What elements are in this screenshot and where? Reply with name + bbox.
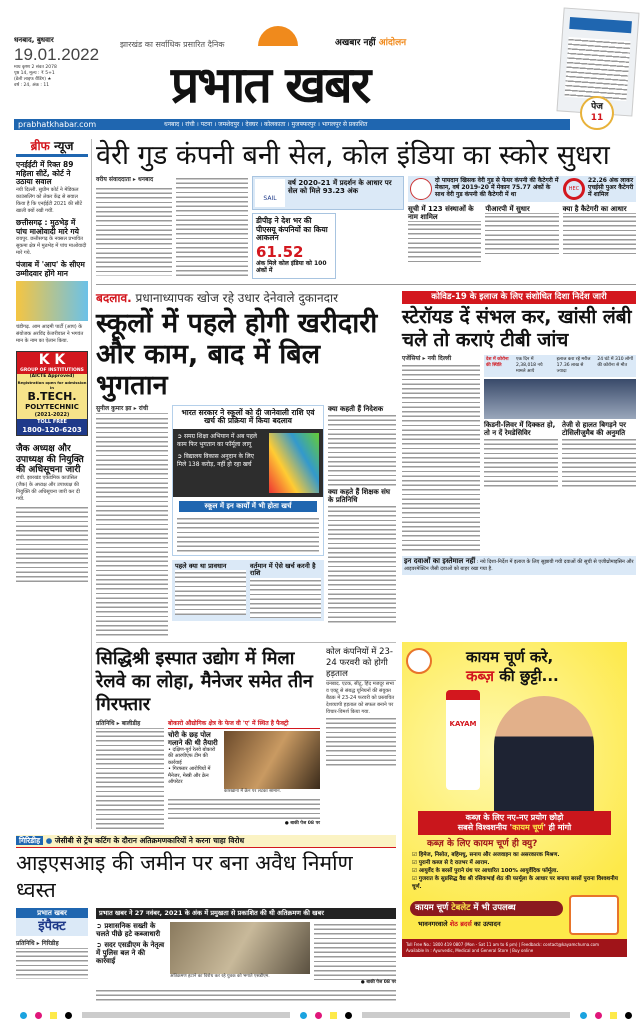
pencils-photo: ➲ समग्र शिक्षा अभियान में अब पहले काम फिर भुगतान का फॉर्मूला लागू ➲ विद्यालय विकास अनुदान के लिए मिले 138 करोड़, नहीं हो रहा खर्च <box>173 429 323 497</box>
ad-banner <box>418 811 611 835</box>
sail-box <box>252 176 404 210</box>
subhead: क्या कहती हैं निदेशक <box>328 404 384 413</box>
note-text: नये दिशा-निर्देश में इलाज के लिए सुझायी गयी दवाओं की सूची से एजीथ्रोमाइसिन और आइवरमेक्टिन जैसी दवाओं को बाहर रखा गया है. <box>404 558 634 572</box>
lead-body-col2 <box>176 176 248 276</box>
lead-story <box>96 139 636 285</box>
sun-logo-icon <box>258 26 298 46</box>
edition-bar <box>14 119 570 130</box>
edition-line: पृष्ठ 14, मूल्य : ₹ 5+1 <box>14 71 55 76</box>
sail-score-text: वर्ष 2020-21 में प्रदर्शन के आधार पर सेल को मिले 93.23 अंक <box>288 179 392 196</box>
ad-point: आयुर्वेद के बरसों पुराने ग्रंथ पर आधारित 100% आयुर्वेदिक फॉर्मूला. <box>418 867 559 874</box>
covid-band: कोविड-19 के इलाज के लिए संशोधित दिशा निर्देश जारी <box>402 291 636 304</box>
ad-footer <box>402 939 627 957</box>
subhead: पीआरपी में सुधार <box>485 205 558 214</box>
ad-group: GROUP OF INSTITUTIONS <box>17 368 87 374</box>
black-mark-icon <box>345 1012 352 1019</box>
subhead: पहले क्या था प्रावधान <box>175 561 227 570</box>
byline-place: गिरिडीह <box>41 939 59 947</box>
maker-text: का उत्पादन <box>471 919 501 928</box>
edition-cities: धनबाद । रांची । पटना । जमशेदपुर । देवघर । कोलकाता । मुजफ्फरपुर । भागलपुर से प्रकाशित <box>164 121 368 128</box>
page-badge-label: पेज <box>591 102 603 112</box>
byline: सुनील कुमार झा <box>96 404 132 412</box>
tablet-pack-icon <box>569 895 619 935</box>
brief-headline: पंजाब में 'आप' के सीएम उम्मीदवार होंगे मान <box>16 260 85 278</box>
brief-body: चंडीगढ़. आम आदमी पार्टी (आप) के संयोजक अरविंद केजरीवाल ने भगवंत मान के नाम का ऐलान किया. <box>16 324 84 345</box>
dpe-box <box>252 213 336 279</box>
score-caption: अंक मिले कोल इंडिया को 100 अंकों में <box>256 259 327 274</box>
covid-sub1 <box>484 421 558 487</box>
giridih-story: गिरिडीह ● जेसीबी से ट्रेंच कटिंग के दौरान अतिक्रमणकारियों ने करना चाहा विरोध आइएसआइ की जमीन पर बना अवैध निर्माण ध्वस्त प्रभात खबर इंपैक्ट प्रतिनिधि ▸ गिरिडीह प्रभात खबर ने 27 नवंबर, 2021 के अंक में प्रमुखता से प्रकाशित की थी अतिक्रमण की खबर ➲ प्रशासनिक सख्ती के चलते पीछे हटे कब्जाधारी ➲ सदर एसडीएम के नेतृत्व में पुलिस बल ने की कार्रवाई अतिक्रमण हटाने का विरोध कर रहे युवक को भगाते एसडीएम. ● बाकी पेज 08 पर <box>16 835 396 1002</box>
giridih-body-col <box>96 988 396 1002</box>
giridih-headline: आइएसआइ की जमीन पर बना अवैध निर्माण ध्वस्त <box>16 850 353 902</box>
gray-bar <box>82 1012 290 1018</box>
stats-label: देश में कोरोना की स्थिति <box>486 356 509 368</box>
tablet-banner <box>410 901 563 916</box>
tagline-accent: आंदोलन <box>378 38 407 48</box>
ad-point: हिमेज, निसोत, बहिमधु, सनाय और अजवाइन का असरकारक मिश्रण. <box>418 851 560 858</box>
continued-note: ● बाकी पेज 08 पर <box>360 979 396 985</box>
website-link[interactable]: prabhatkhabar.com <box>18 120 97 129</box>
stat-item: इलाज करा रहे मरीज 17.36 लाख से ज्यादा <box>556 356 591 374</box>
ad-phone: 1800-120-6203 <box>17 426 87 435</box>
infobox-bullet: समग्र शिक्षा अभियान में अब पहले काम फिर भुगतान का फॉर्मूला लागू <box>177 432 257 448</box>
demolition-photo <box>170 922 310 974</box>
ad-availability: Available In : Ayurvedic, Medical and General Store | Buy online <box>406 947 534 953</box>
mecon-logo-icon <box>410 178 432 200</box>
coal-india-score: 61.52 <box>256 242 304 261</box>
brief-title-b: न्यूज <box>49 139 74 153</box>
bullet: सदर एसडीएम के नेतृत्व में पुलिस बल ने की कार्रवाई <box>96 940 165 965</box>
giridih-body <box>16 949 88 979</box>
tablet-text: में भी उपलब्ध <box>470 902 516 913</box>
factory-photo <box>224 731 320 789</box>
yellow-mark-icon <box>50 1012 57 1019</box>
tagline-left: झारखंड का सर्वाधिक प्रसारित दैनिक <box>120 40 225 49</box>
covid-right <box>484 355 636 487</box>
byline-place: बालीडीह <box>121 719 141 727</box>
school-headline: स्कूलों में पहले होगी खरीदारी और काम, बाद में बिल भुगतान <box>96 307 378 401</box>
stat-item: एक दिन में 2,38,018 नये मामले आये <box>516 356 543 374</box>
yellow-mark-icon <box>330 1012 337 1019</box>
edition-info <box>14 36 98 89</box>
kicker-text: जेसीबी से ट्रेंच कटिंग के दौरान अतिक्रमणकारियों ने करना चाहा विरोध <box>54 835 245 845</box>
gray-bar <box>362 1012 570 1018</box>
maker-line <box>410 920 563 929</box>
politicians-photo <box>16 281 88 321</box>
yellow-mark-icon <box>610 1012 617 1019</box>
giridih-band: प्रभात खबर ने 27 नवंबर, 2021 के अंक में प्रमुखता से प्रकाशित की थी अतिक्रमण की खबर <box>96 908 396 919</box>
byline-place: रांची <box>138 404 149 412</box>
covid-ward-photo <box>484 379 636 419</box>
ad-contact: Toll Free No.: 1800 419 0807 (Mon - Sat 11 am to 6 pm) | Feedback: contact@kayamchurna.com <box>406 941 600 947</box>
sidhi-body: प्रतिनिधि ▸ बालीडीह <box>96 720 164 829</box>
bullet: प्रशासनिक सख्ती के चलते पीछे हटे कब्जाधारी <box>96 921 161 938</box>
pencil-cart-icon <box>269 433 319 493</box>
photo-caption: अतिक्रमण हटाने का विरोध कर रहे युवक को भगाते एसडीएम. <box>170 973 270 979</box>
maker-name: शेठ ब्रदर्स <box>449 919 472 928</box>
hec-text: 22.26 अंक लाकर एचईसी पुअर कैटेगरी में शामिल <box>588 177 634 198</box>
note-head: इन दवाओं का इस्तेमाल नहीं <box>404 556 476 565</box>
ad-registration: Registration open for admission in <box>17 380 87 391</box>
edition-line: (डेली लाइफ रीडिंग) ★ <box>14 77 52 82</box>
magenta-mark-icon <box>315 1012 322 1019</box>
covid-sub2 <box>562 421 636 487</box>
newspaper-logo: प्रभात खबर <box>170 56 370 114</box>
subhead: तेजी से हालत बिगड़ने पर टोसिलीजुमैब की अनुमति <box>562 420 626 437</box>
lead-sub3 <box>563 205 636 254</box>
continued-note: ● बाकी पेज 08 पर <box>284 820 320 826</box>
ad-session: (2021-2022) <box>17 412 87 419</box>
ad-points: ☑ हिमेज, निसोत, बहिमधु, सनाय और अजवाइन का असरकारक मिश्रण. ☑ पुरानी कब्ज से दे रातभर में आराम. ☑ आयुर्वेद के बरसों पुराने ग्रंथ पर आधारित 100% आयुर्वेदिक फॉर्मूला. ☑ गुजरात के सुप्रसिद्ध वैद्य श्री रसिकभाई शेठ की फार्मूला के आधार पर बनाया बरसों पुराना विश्वशनीय चूर्ण. <box>412 851 618 890</box>
sidhi-section <box>96 642 396 829</box>
school-comparison <box>172 560 324 621</box>
cyan-mark-icon <box>580 1012 587 1019</box>
sidhi-right <box>168 720 320 827</box>
giridih-bullets: ➲ प्रशासनिक सख्ती के चलते पीछे हटे कब्जाधारी ➲ सदर एसडीएम के नेतृत्व में पुलिस बल ने की कार्रवाई <box>96 921 165 965</box>
covid-body: एजेंसियां ▸ नयी दिल्ली <box>402 355 480 553</box>
tagline-text: अखबार नहीं <box>335 38 379 48</box>
giridih-body-col3 <box>314 922 396 980</box>
ad-approved: (AICTE Approved) <box>17 374 87 380</box>
page-number: 11 <box>590 113 604 123</box>
jac-story <box>16 444 88 585</box>
brief-body: रायपुर. छत्तीसगढ़ के नक्सल प्रभावित सुकमा क्षेत्र में मुठभेड़ में पांच माओवादी मारे गये. <box>16 236 87 257</box>
school-kicker <box>96 291 396 306</box>
ad-emblem-icon <box>406 648 432 674</box>
subhead: क्या कहते हैं शिक्षक संघ के प्रतिनिधि <box>328 487 391 504</box>
registration-strip <box>16 1008 636 1025</box>
school-middle <box>172 405 324 621</box>
subhead: क्या है कैटेगरी का आधार <box>563 205 636 214</box>
lead-info-strip <box>408 176 636 202</box>
ad-brand: K K <box>17 352 87 368</box>
maker-text: भावनगरवाले <box>418 919 450 928</box>
lead-sub1 <box>408 205 481 262</box>
brief-headline: एनईईटी में रिक्त 89 महिला सीटें, कोर्ट ने उठाया सवाल <box>16 160 74 187</box>
tablet-accent: टेबलेट <box>451 902 471 913</box>
brief-body: नयी दिल्ली. सुप्रीम कोर्ट ने मेडिकल काउंसलिंग को लेकर केंद्र से सवाल किया है कि एनईईटी 2021 की सीटें खाली क्यों रखी गयीं. <box>16 186 82 214</box>
black-mark-icon <box>65 1012 72 1019</box>
covid-headline: स्टेरॉयड दें संभल कर, खांसी लंबी चले तो कराएं टीबी जांच <box>402 305 632 351</box>
impact-label: इंपैक्ट <box>38 918 66 934</box>
brief-title <box>16 139 88 157</box>
jac-headline: जैक अध्यक्ष और उपाध्यक्ष की नियुक्ति की अधिसूचना जारी <box>16 444 84 476</box>
ad-course: POLYTECHNIC <box>17 403 87 412</box>
location-tag[interactable]: गिरिडीह <box>16 836 43 845</box>
churna-bottle: KAYAM <box>446 690 480 790</box>
jac-body: रांची. झारखंड एकेडमिक काउंसिल (जैक) के अध्यक्ष और उपाध्यक्ष की नियुक्ति की अधिसूचना जारी कर दी गयी. <box>16 475 80 503</box>
cyan-mark-icon <box>20 1012 27 1019</box>
edition-line: वर्ष : 24, अंक : 11 <box>14 83 50 88</box>
ad-tagline: कायम चूर्ण करे, <box>466 647 554 666</box>
sidhi-story <box>96 647 320 829</box>
inset-bullet: गिरफ्तार आरोपियों में मैनेजर, मेस्त्री और क्रेन ऑपरेटर <box>168 766 211 786</box>
banner-line: ' ही मांगो <box>543 822 572 832</box>
kicker-text: प्रधानाध्यापक खोज रहे उधार देनेवाले दुकानदार <box>131 290 339 305</box>
giridih-kicker-bar: गिरिडीह ● जेसीबी से ट्रेंच कटिंग के दौरान अतिक्रमणकारियों ने करना चाहा विरोध <box>16 835 396 848</box>
byline: एजेंसियां <box>402 354 421 362</box>
tagline-right <box>335 38 406 49</box>
infobox-headline: भारत सरकार ने स्कूलों को दी जानेवाली राशि एवं खर्च की प्रक्रिया में किया बदलाव <box>181 407 315 426</box>
byline-place: धनबाद <box>137 176 154 183</box>
strike-body: धनबाद. एटक, सीटू, हिंद मजदूर सभा व एक्टू से संबद्ध यूनियनों की संयुक्त बैठक में 23-24 फरवरी को प्रस्तावित देशव्यापी हड़ताल को सफल बनाने पर विचार-विमर्श किया गया. <box>326 680 395 715</box>
covid-stats <box>484 355 636 377</box>
byline: प्रतिनिधि <box>16 939 35 947</box>
place-day: धनबाद, बुधवार <box>14 36 54 44</box>
sidhi-body-col2 <box>168 797 320 821</box>
brief-title-a: ब्रीफ <box>30 139 50 153</box>
registration-marks-left <box>20 1012 72 1019</box>
sidhi-inset: चोरी के छह पोल गलाने की थी तैयारी • दक्षिण-पूर्व रेलवे बोकारो की आरपीएफ टीम की कार्रवाई • गिरफ्तार आरोपियों में मैनेजर, मेस्त्री और क्रेन ऑपरेटर <box>168 731 220 786</box>
school-story <box>96 291 396 636</box>
edition-line: माघ कृष्ण 2 संवत 2078 <box>14 65 57 70</box>
ad-point: गुजरात के सुप्रसिद्ध वैद्य श्री रसिकभाई शेठ की फार्मूला के आधार पर बनाया बरसों पुराना विश्वशनीय चूर्ण. <box>412 875 618 890</box>
lead-sub2 <box>485 205 558 254</box>
ad-tagline-rest: की छुट्टी... <box>494 666 559 685</box>
dpe-headline: डीपीइ ने देश भर की पीएसयू कंपनियों का किया आकलन <box>256 216 328 243</box>
registration-marks-right <box>580 1012 632 1019</box>
spokesperson-photo <box>494 696 594 811</box>
ad-toll-label: TOLL FREE <box>17 419 87 426</box>
sidhi-headline: सिद्धिश्री इस्पात उद्योग में मिला रेलवे का लोहा, मैनेजर समेत तीन गिरफ्तार <box>96 647 313 715</box>
strike-story <box>326 647 396 766</box>
school-sidebar <box>328 405 396 624</box>
byline: प्रतिनिधि <box>96 719 115 727</box>
sail-logo-icon: SAIL <box>255 179 285 207</box>
inset-head: चोरी के छह पोल गलाने की थी तैयारी <box>168 730 218 747</box>
banner-line: कब्ज़ के लिए नए-नए प्रयोग छोड़ो <box>465 812 564 822</box>
infobox-bullet: विद्यालय विकास अनुदान के लिए मिले 138 करोड़, नहीं हो रहा खर्च <box>177 452 254 468</box>
covid-note: इन दवाओं का इस्तेमाल नहीं : नये दिशा-निर्देश में इलाज के लिए सुझायी गयी दवाओं की सूची से एजीथ्रोमाइसिन और आइवरमेक्टिन जैसी दवाओं को बाहर रखा गया है. <box>402 556 636 575</box>
banner-line: सबसे विश्वशनीय ' <box>457 822 513 832</box>
black-mark-icon <box>625 1012 632 1019</box>
mecon-text: दो पायदान खिसक वेरी गुड से फेयर कंपनी की कैटेगरी में मेकान, वर्ष 2019-20 में मेकान 75.77 अंकों के साथ वेरी गुड कंपनी की कैटेगरी में था <box>435 177 559 198</box>
subhead: सूची में 123 संस्थाओं के नाम शामिल <box>408 205 481 222</box>
inset-bullet: दक्षिण-पूर्व रेलवे बोकारो की आरपीएफ टीम की कार्रवाई <box>168 746 216 766</box>
strike-headline: कोल कंपनियों में 23-24 फरवरी को होगी हड़ताल <box>326 647 396 681</box>
school-infobox <box>172 405 324 556</box>
page-badge <box>580 96 614 130</box>
ad-point: पुरानी कब्ज से दे रातभर में आराम. <box>418 859 490 866</box>
impact-logo <box>16 908 88 936</box>
byline: वरीय संवाददाता <box>96 176 131 183</box>
banner-accent: कायम चूर्ण <box>512 822 544 832</box>
brief-news-column <box>16 139 88 829</box>
ad-course: B.TECH. <box>17 390 87 403</box>
cyan-mark-icon <box>300 1012 307 1019</box>
page-grid <box>16 139 636 1025</box>
magenta-mark-icon <box>35 1012 42 1019</box>
sidhi-redline: बोकारो औद्योगिक क्षेत्र के फेज वी 'ए' में स्थित है फैक्ट्री <box>168 720 320 729</box>
issue-date: 19.01.2022 <box>14 45 100 64</box>
photo-caption: कारखाना में क्रेन पर लटका सामान. <box>224 788 282 794</box>
brief-headline: छत्तीसगढ़ : मुठभेड़ में पांच माओवादी मारे गये <box>16 217 80 236</box>
ad-why-heading: कब्ज़ के लिए कायम चूर्ण ही क्यु? <box>427 838 538 849</box>
lead-body: वरीय संवाददाता ▸ धनबाद <box>96 176 172 276</box>
subhead: किडनी-लिवर में दिक्कत हो, तो न दें रेमडेसिविर <box>484 420 556 437</box>
lead-headline: वेरी गुड कंपनी बनी सेल, कोल इंडिया का स्कोर सुधरा <box>96 140 610 171</box>
kicker-label: बदलाव. <box>96 290 132 305</box>
lead-right <box>408 176 636 262</box>
school-body: सुनील कुमार झा ▸ रांची <box>96 405 168 636</box>
registration-marks-mid <box>300 1012 352 1019</box>
subhead: वर्तमान में ऐसे खर्च करनी है राशि <box>250 561 316 578</box>
kayam-churna-ad[interactable] <box>402 642 627 957</box>
impact-brand: प्रभात खबर <box>16 908 88 918</box>
ad-tagline-accent: कब्ज़ <box>466 666 495 685</box>
magenta-mark-icon <box>595 1012 602 1019</box>
expense-band: स्कूल में इन कार्यों में भी होता खर्च <box>179 501 317 512</box>
kk-institutions-ad[interactable] <box>16 351 88 436</box>
lead-boxes <box>252 176 404 279</box>
covid-story <box>402 291 636 636</box>
hec-logo-icon: HEC <box>563 178 585 200</box>
byline-place: नयी दिल्ली <box>427 354 452 362</box>
stat-item: 24 घंटे में 310 लोगों की कोरोना से मौत <box>597 356 633 368</box>
tablet-text: कायम चूर्ण <box>415 902 452 913</box>
